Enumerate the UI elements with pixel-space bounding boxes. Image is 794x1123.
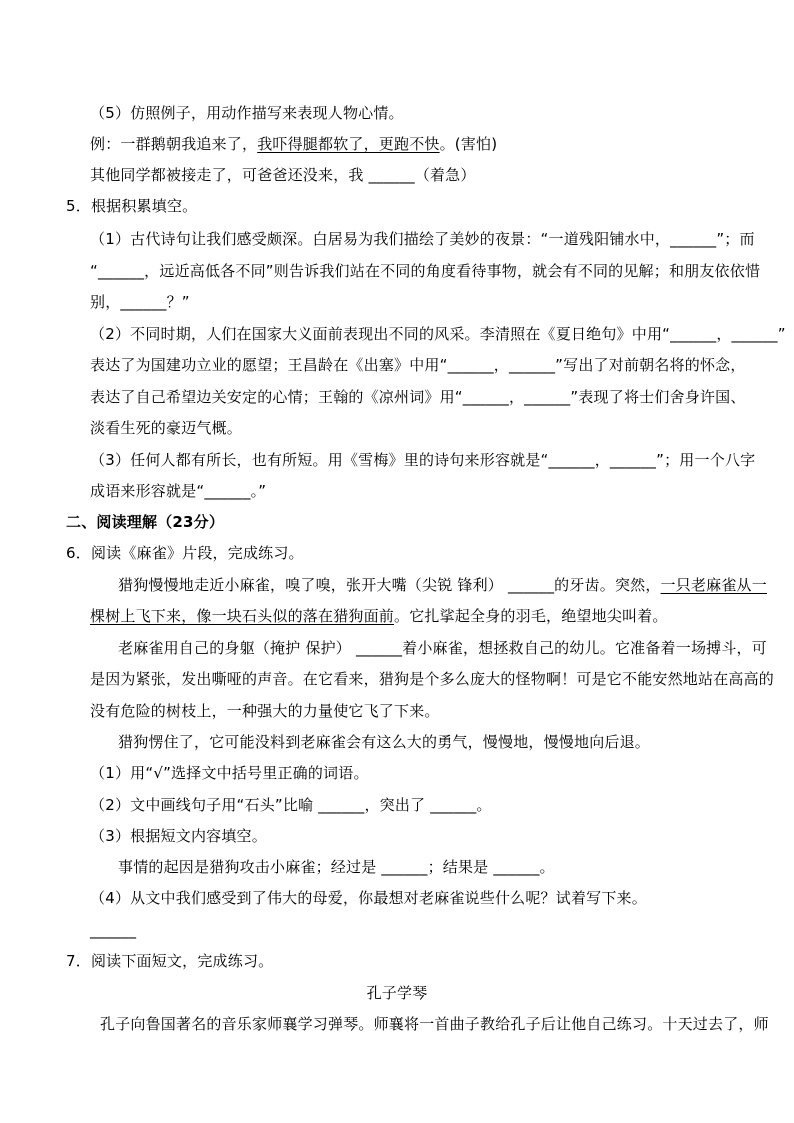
para1-underlined-end: 棵树上飞下来，像一块石头似的落在猎狗面前	[90, 607, 395, 625]
q6-sub4: （4）从文中我们感受到了伟大的母爱，你最想对老麻雀说些什么呢？试着写下来。	[90, 889, 647, 907]
q5-p1-line3: 别，______？”	[90, 293, 190, 311]
q5-p2-line4: 淡看生死的豪迈气概。	[90, 419, 243, 437]
q6-sub3-fill: 事情的起因是猎狗攻击小麻雀；经过是 ______；结果是 ______。	[118, 858, 555, 876]
q6-para3: 猎狗愣住了，它可能没料到老麻雀会有这么大的勇气，慢慢地，慢慢地向后退。	[118, 733, 651, 751]
q4-5-prompt: （5）仿照例子，用动作描写来表现人物心情。	[90, 104, 404, 122]
q5-p1-line2: “______，远近高低各不同”则告诉我们站在不同的角度看待事物，就会有不同的见解；和朋友依依惜	[90, 262, 761, 280]
q5-p2-line2: 表达了为国建功立业的愿望；王昌龄在《出塞》中用“______，______”写出了对前朝名将的怀念，	[90, 356, 746, 374]
q6-para2-line1: 老麻雀用自己的身躯（掩护 保护） ______着小麻雀，想拯救自己的幼儿。它准备着一场搏斗，可	[118, 639, 767, 657]
para1-text: 猎狗慢慢地走近小麻雀，嗅了嗅，张开大嘴（尖锐 锋利） ______的牙齿。突然，	[118, 576, 661, 594]
section2-title: 二、阅读理解（23分）	[66, 513, 225, 531]
q6-sub2: （2）文中画线句子用“石头”比喻 ______，突出了 ______。	[90, 796, 492, 814]
q5-p3-line2: 成语来形容就是“______。”	[90, 482, 267, 500]
q5-p3-line1: （3）任何人都有所长，也有所短。用《雪梅》里的诗句来形容就是“______，______”；用一个八字	[90, 451, 756, 469]
example-underlined: 我吓得腿都软了，更跑不快	[257, 135, 440, 153]
q5-p2-line3: 表达了自己希望边关安定的心情；王翰的《凉州词》用“______，______”表现了将士们舍身许国、	[90, 388, 746, 406]
q5-title: 5．根据积累填空。	[66, 197, 198, 215]
q6-para2-line3: 没有危险的树枝上，一种强大的力量使它飞了下来。	[90, 702, 440, 720]
q7-story-title: 孔子学琴	[366, 984, 428, 1002]
q6-para2-line2: 是因为紧张，发出嘶哑的声音。在它看来，猎狗是个多么庞大的怪物啊！可是它不能安然地站在高高的	[90, 670, 775, 688]
q6-sub4-blank: ______	[90, 921, 137, 939]
q6-sub3: （3）根据短文内容填空。	[90, 827, 267, 845]
q5-p2-line1: （2）不同时期，人们在国家大义面前表现出不同的风采。李清照在《夏日绝句》中用“______，______”	[90, 325, 786, 343]
q5-p1-line1: （1）古代诗句让我们感受颇深。白居易为我们描绘了美妙的夜景：“一道残阳铺水中，______”；而	[90, 230, 755, 248]
example-prefix: 例：一群鹅朝我追来了，	[90, 135, 258, 153]
q6-para1-line2	[90, 606, 668, 626]
q7-title: 7．阅读下面短文，完成练习。	[66, 952, 274, 970]
q7-line1: 孔子向鲁国著名的音乐家师襄学习弹琴。师襄将一首曲子教给孔子后让他自己练习。十天过去了，师	[100, 1015, 769, 1033]
q4-5-example	[90, 134, 497, 154]
para1-underlined-start: 一只老麻雀从一	[660, 576, 767, 594]
example-suffix: 。(害怕)	[439, 135, 498, 153]
q6-para1-line1	[118, 575, 767, 595]
q4-5-task: 其他同学都被接走了，可爸爸还没来，我 ______（着急）	[90, 166, 476, 184]
para1-text-end: 。它扎挲起全身的羽毛，绝望地尖叫着。	[394, 607, 668, 625]
q6-sub1: （1）用“√”选择文中括号里正确的词语。	[90, 764, 369, 782]
q6-title: 6．阅读《麻雀》片段，完成练习。	[66, 544, 304, 562]
